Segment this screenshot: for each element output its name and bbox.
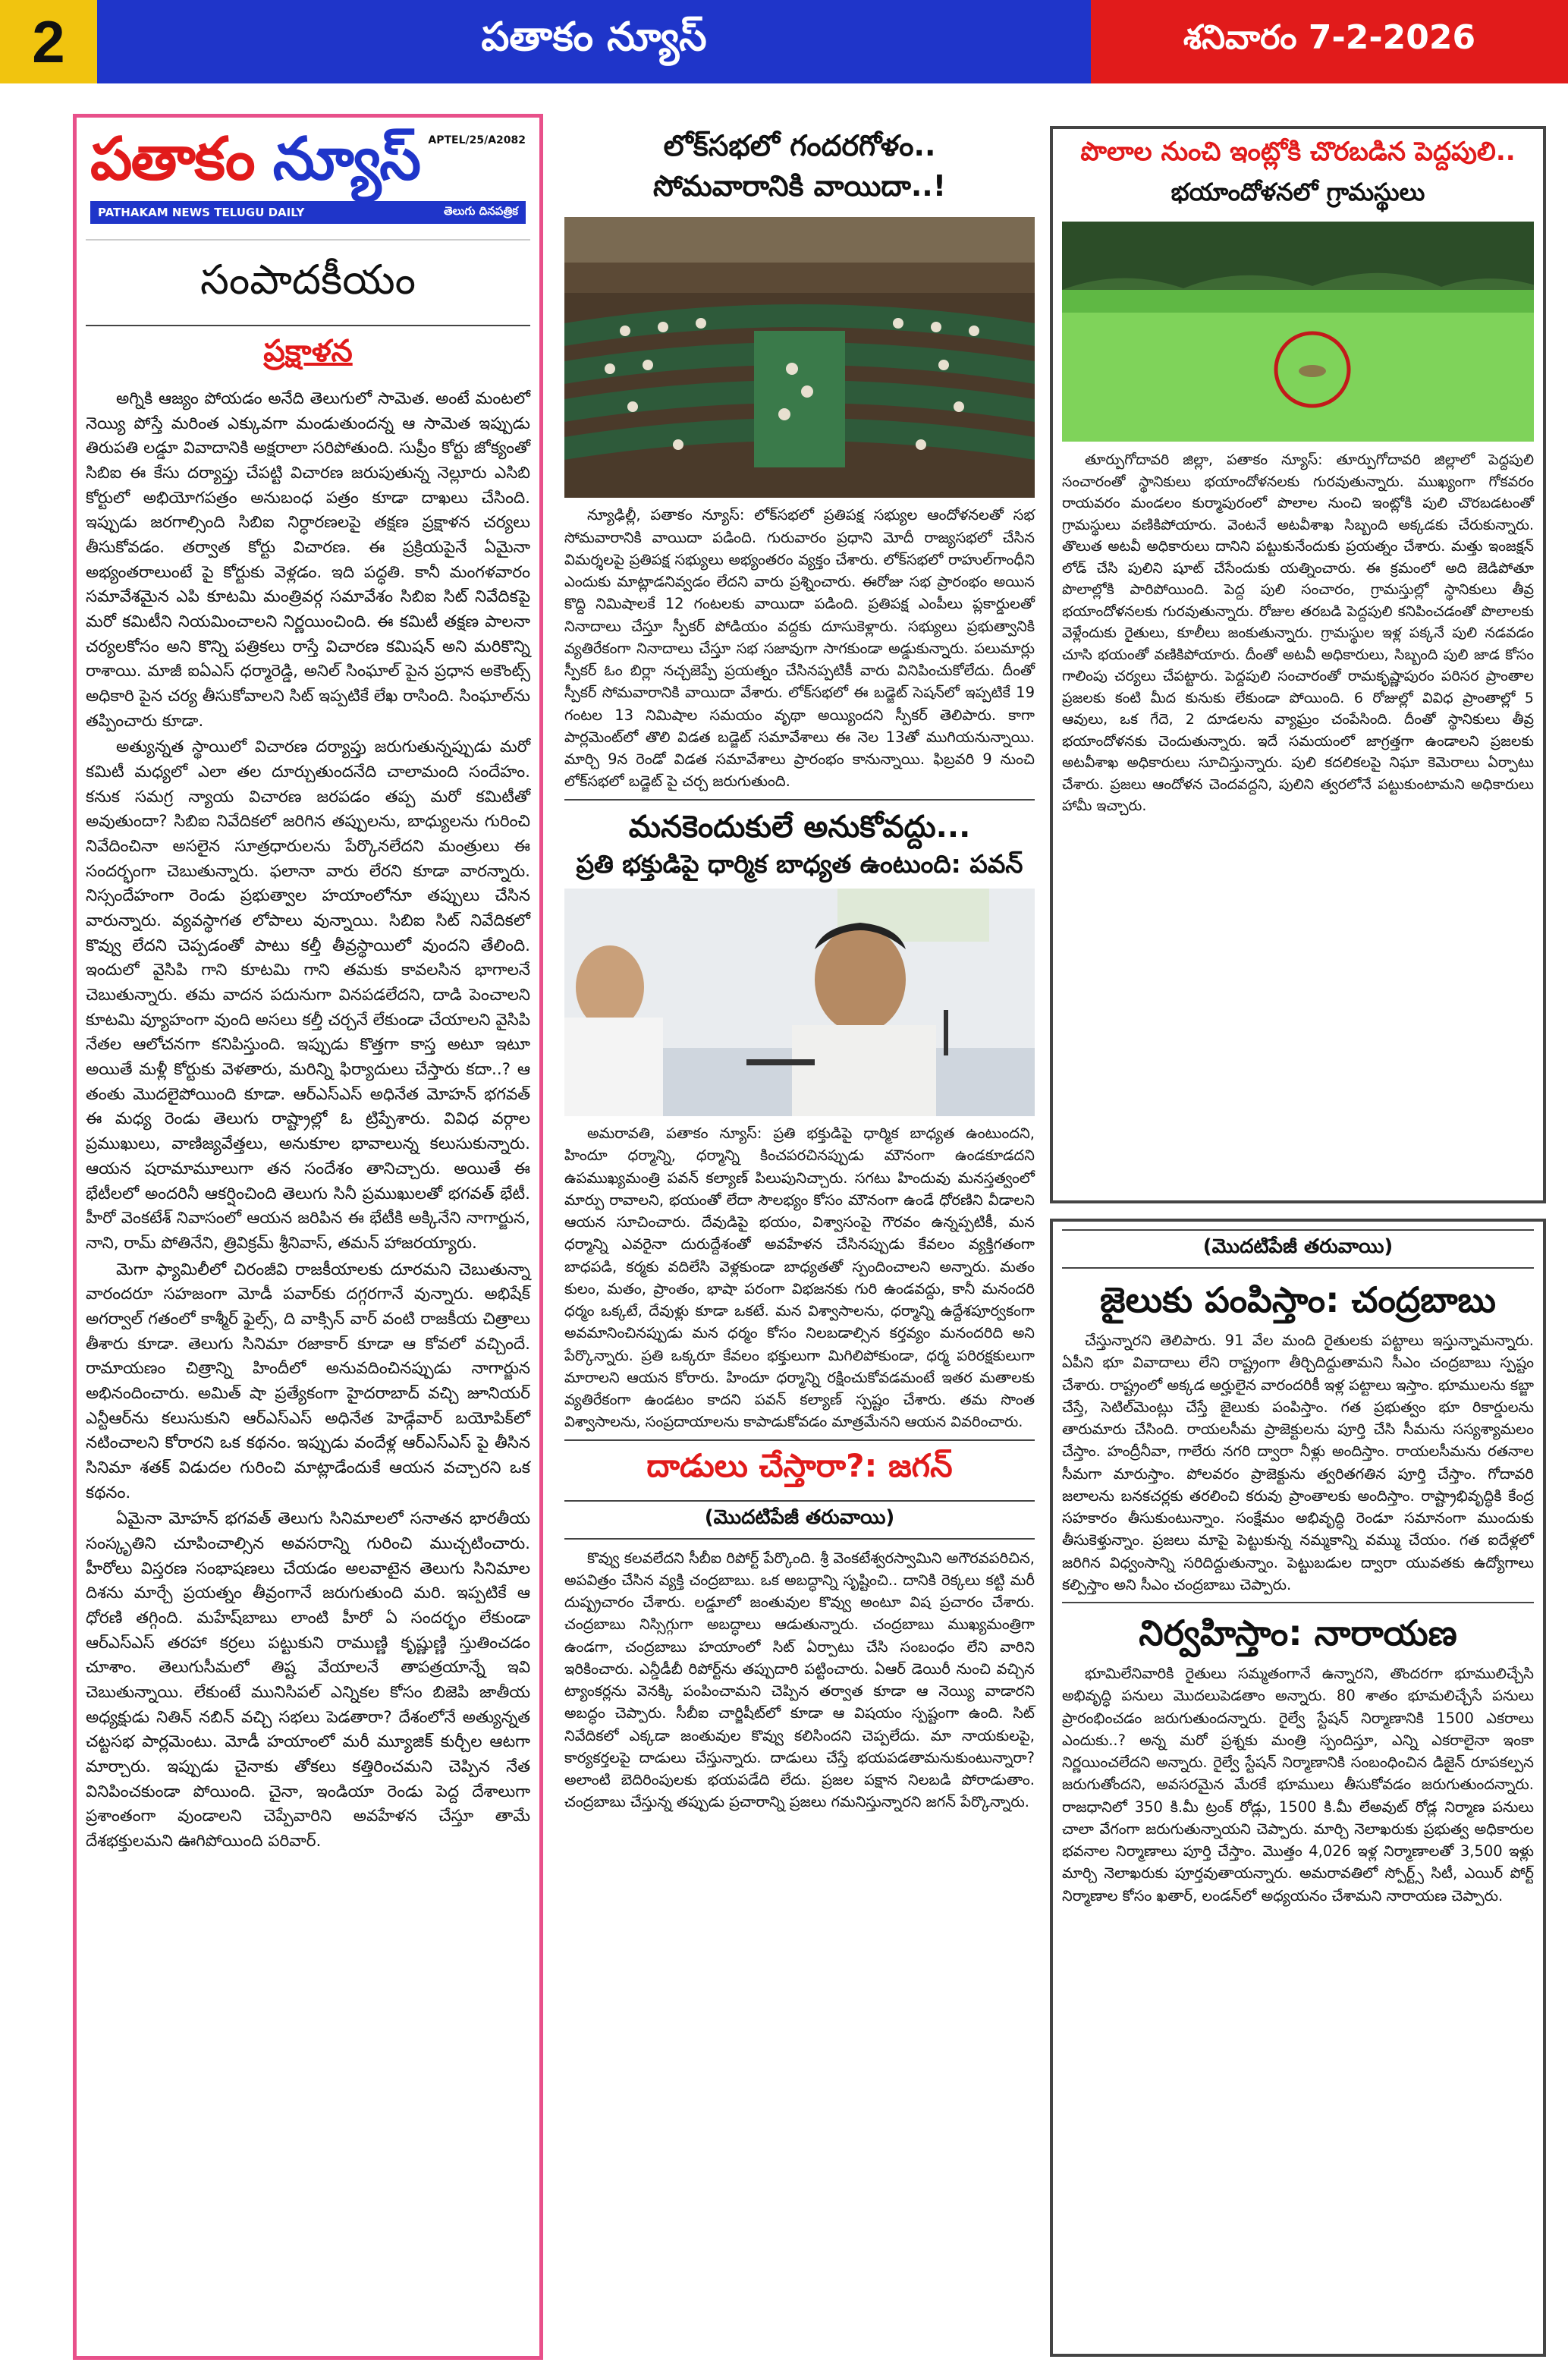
editorial-paragraph: మెగా ఫ్యామిలీలో చిరంజీవి రాజకీయాలకు దూరమని చెబుతున్నా వారందరూ సహజంగా మోడీ పవార్‌కు దగ్గరగానే వున్నారు. అభిషేక్ అగర్వాల్ గతంలో కాశ్మీర్ ఫైల్స్, ది వాక్సిన్ వార్ వంటి రాజకీయ చిత్రాలు తీశారు కూడా. తెలుగు సినిమా రజాకార్ కూడా ఆ కోవలో వచ్చిందే. రామాయణం చిత్రాన్ని హిందీలో అనువదించినప్పుడు నాగార్జున అభినందించారు. అమిత్ షా ప్రత్యేకంగా హైదరాబాద్ వచ్చి జూనియర్ ఎన్టీఆర్‌ను కలుసుకుని ఆర్‌ఎస్‌ఎస్ అధినేత హెడ్గేవార్ బయోపిక్‌లో నటించాలని కోరారని ఒక కథనం. ఇప్పుడు వందేళ్ల ఆర్‌ఎస్‌ఎస్ పై తీసిన సినిమా శతక్ విడుదల గురించి మాట్లాడేందుకే ఆయన వచ్చారని ఒక కథనం.: [86, 1260, 530, 1502]
meeting-image: [564, 889, 1035, 1116]
field-image: [1062, 222, 1534, 442]
masthead-logo: [86, 125, 530, 241]
lok-sabha-headline-line1: లోక్‌సభలో గందరగోళం..: [663, 129, 936, 162]
divider: [564, 799, 1035, 801]
narayana-story: [1062, 1662, 1534, 1907]
tiger-subheadline: భయాందోళనలో గ్రామస్థులు: [1171, 178, 1425, 206]
pawan-headline-line1: మనకెందుకులే అనుకోవద్దు...: [628, 809, 971, 845]
jagan-story-text: కొవ్వు కలవలేదని సీబీఐ రిపోర్ట్ పేర్కొంది. శ్రీ వెంకటేశ్వరస్వామిని అగౌరవపరిచిన, అపవిత్రం చేసిన వ్యక్తి చంద్రబాబు. ఒక అబద్ధాన్ని సృష్టించి.. దానికి రెక్కలు కట్టి మరీ దుష్ప్రచారం చేశారు. లడ్డూలో జంతువుల కొవ్వు అంటూ విష ప్రచారం చేశారు. చంద్రబాబు నిస్సిగ్గుగా అబద్ధాలు ఆడుతున్నారు. చంద్రబాబు ముఖ్యమంత్రిగా ఉండగా, చంద్రబాబు హయాంలో సిట్ ఏర్పాటు చేసి సంబంధం లేని వారిని ఇరికించారు. ఎన్డీడీబీ రిపోర్ట్‌ను తప్పుదారి పట్టించారు. ఏఆర్ డెయిరీ నుంచి వచ్చిన ట్యాంకర్లను వెనక్కి పంపించామని చెప్పిన తర్వాత కూడా ఆ నెయ్యి వాడారని అబద్ధం చెప్పారు. సీబీఐ చార్జిషీట్‌లో కూడా ఆ విషయం స్పష్టంగా ఉంది. సిట్ నివేదికలో ఎక్కడా జంతువుల కొవ్వు కలిసిందని చెప్పలేదు. మా నాయకులపై, కార్యకర్తలపై దాడులు చేస్తున్నారు. దాడులు చేస్తే భయపడతామనుకుంటున్నారా? అలాంటి బెదిరింపులకు భయపడేది లేదు. ప్రజల పక్షాన నిలబడి పోరాడుతాం. చంద్రబాబు చేస్తున్న తప్పుడు ప్రచారాన్ని ప్రజలు గమనిస్తున్నారని జగన్ పేర్కొన్నారు.: [564, 1549, 1035, 1811]
pawan-story-text: అమరావతి, పతాకం న్యూస్: ప్రతి భక్తుడిపై ధార్మిక బాధ్యత ఉంటుందని, హిందూ ధర్మాన్ని, ధర్మాన్ని కించపరచినప్పుడు మౌనంగా ఉండకూడదని ఉపముఖ్యమంత్రి పవన్ కల్యాణ్ పిలుపునిచ్చారు. సగటు హిందువు మనస్తత్వంలో మార్పు రావాలని, భయంతో లేదా సౌలభ్యం కోసం మౌనంగా ఉండే ధోరణిని వీడాలని ఆయన సూచించారు. దేవుడిపై భయం, విశ్వాసంపై గౌరవం ఉన్నప్పటికీ, మన ధర్మాన్ని ఎవరైనా దురుద్దేశంతో అవహేళన చేసినప్పుడు కేవలం వ్యక్తిగతంగా బాధపడి, కర్మకు వదిలేసి వెళ్లకుండా బాధ్యతతో స్పందించాలని అన్నారు. మతం కులం, మతం, ప్రాంతం, భాషా పరంగా విభజనకు గురి ఉండవద్దు, కానీ మనందరి ధర్మం ఒక్కటే, దేవుళ్లు కూడా ఒకటే. మన విశ్వాసాలను, ధర్మాన్ని ఉద్దేశపూర్వకంగా అవమానించినప్పుడు మన ధర్మం కోసం నిలబడాల్సిన కర్తవ్యం మనందరిది అని పేర్కొన్నారు. ప్రతి ఒక్కరూ కేవలం భక్తులుగా మిగిలిపోకుండా, ధర్మ పరిరక్షకులుగా మారాలని ఆయన కోరారు. హిందూ ధర్మాన్ని రక్షించుకోవడమంటే ఇతర మతాలకు వ్యతిరేకంగా ఉండటం కాదని పవన్ కల్యాణ్ స్పష్టం చేశారు. తమ సొంత విశ్వాసాలను, సంప్రదాయాలను కాపాడుకోవడం మాత్రమేనని ఆయన వివరించారు.: [564, 1125, 1035, 1431]
pawan-photo: [564, 889, 1035, 1116]
masthead-name-part2: న్యూస్: [272, 125, 420, 193]
editorial-column: [73, 114, 543, 2360]
jagan-headline: దాడులు చేస్తారా?: జగన్: [646, 1446, 953, 1484]
right-column: [1050, 126, 1546, 2357]
narayana-headline: నిర్వహిస్తాం: నారాయణ: [1139, 1612, 1457, 1654]
cbn-continued-tag: (మొదటిపేజీ తరువాయి): [1062, 1229, 1534, 1269]
tagline-telugu: తెలుగు దినపత్రిక: [444, 204, 518, 218]
divider: [1062, 1602, 1534, 1603]
lok-sabha-story-text: న్యూఢిల్లీ, పతాకం న్యూస్: లోక్‌సభలో ప్రతిపక్ష సభ్యుల ఆందోళనలతో సభ సోమవారానికి వాయిదా పడింది. గురువారం ప్రధాని మోదీ రాజ్యసభలో చేసిన విమర్శలపై ప్రతిపక్ష సభ్యులు అభ్యంతరం వ్యక్తం చేశారు. లోక్‌సభలో రాహుల్‌గాంధీని ఎందుకు మాట్లాడనివ్వడం లేదని వారు ప్రశ్నించారు. ఈరోజు సభ ప్రారంభం అయిన కొద్ది నిమిషాలకే 12 గంటలకు వాయిదా పడింది. ప్రతిపక్ష ఎంపీలు ప్లకార్డులతో నినాదాలు చేస్తూ స్పీకర్ పోడియం వద్దకు దూసుకెళ్లారు. సభ్యులు ప్రభుత్వానికి వ్యతిరేకంగా నినాదాలు చేస్తూ సభ సజావుగా సాగకుండా అడ్డుకున్నారు. పలుమార్లు స్పీకర్ ఓం బిర్లా నచ్చజెప్పే ప్రయత్నం చేసినప్పటికీ వారు వినిపించుకోలేదు. దీంతో స్పీకర్ సోమవారానికి వాయిదా వేశారు. లోక్‌సభలో ఈ బడ్జెట్ సెషన్‌లో ఇప్పటికే 19 గంటల 13 నిమిషాల సమయం వృథా అయ్యిందని స్పీకర్ తెలిపారు. కాగా పార్లమెంట్‌లో తొలి విడత బడ్జెట్ సమావేశాలు ఈ నెల 13తో ముగియనున్నాయి. మార్చి 9న రెండో విడత సమావేశాలు ప్రారంభం కానున్నాయి. ఫిబ్రవరి 9 నుంచి లోక్‌సభలో బడ్జెట్ పై చర్చ జరుగుతుంది.: [564, 506, 1035, 791]
lok-sabha-headline-line2: సోమవారానికి వాయిదా..!: [652, 169, 947, 203]
editorial-paragraph: అగ్నికి ఆజ్యం పోయడం అనేది తెలుగులో సామెత. అంటే మంటలో నెయ్యి పోస్తే మరింత ఎక్కువగా మండుతుందన్న ఆ సామెత ఇప్పుడు తిరుపతి లడ్డూ వివాదానికి అక్షరాలా సరిపోతుంది. సుప్రీం కోర్టు జోక్యంతో సిబిఐ ఈ కేసు దర్యాప్తు చేపట్టి విచారణ జరుపుతున్న నెల్లూరు ఎసిబి కోర్టులో అభియోగపత్రం అనుబంధ పత్రం కూడా దాఖలు చేసింది. ఇప్పుడు జరగాల్సింది సిబిఐ నిర్ధారణలపై తక్షణ ప్రక్షాళన చర్యలు తీసుకోవడం. తర్వాత కోర్టు విచారణ. ఈ ప్రక్రియపైనే ఏమైనా అభ్యంతరాలుంటే పై కోర్టుకు వెళ్లడం. ఇది పద్ధతి. కానీ మంగళవారం సమావేశమైన ఎపి కూటమి మంత్రివర్గ సమావేశం సిబిఐ సిట్ నివేదికపై మరో కమిటీని నియమించాలని నిర్ణయించింది. ఈ కమిటీ తక్షణ పాలనా చర్యలకోసం అని కొన్ని పత్రికలు రాస్తే విచారణ కమిషన్ అని మరికొన్ని రాశాయి. మాజీ ఐఏఎస్ ధర్మారెడ్డి, అనిల్ సింఘాల్ పైన ప్రధాన అకౌంట్స్ అధికారి పైన చర్య తీసుకోవాలని సిట్ ఇప్పటికే లేఖ రాసింది. సింఘాల్‌ను తప్పించారు కూడా.: [86, 389, 530, 731]
jagan-continued-tag: (మొదటిపేజీ తరువాయి): [564, 1500, 1035, 1540]
pawan-headline-line2: ప్రతి భక్తుడిపై ధార్మిక బాధ్యత ఉంటుంది: పవన్: [576, 848, 1023, 879]
chandrababu-story-box: [1050, 1219, 1546, 2357]
lok-sabha-headline: [564, 126, 1035, 206]
registration-number: APTEL/25/A2082: [428, 134, 526, 146]
editorial-paragraph: ఏమైనా మోహన్ భగవత్ తెలుగు సినిమాలలో సనాతన భారతీయ సంస్కృతిని చూపించాల్సిన అవసరాన్ని గురించి ముచ్చటించారు. హీరోలు విస్తరణ సంభాషణలు చేయడం అలవాటైన తెలుగు సినిమాల దిశను మార్చే ప్రయత్నం తీవ్రంగానే జరుగుతుంది మరి. ఇప్పటికే ఆ ధోరణి తగ్గింది. మహేష్‌బాబు లాంటి హీరో ఏ సందర్భం లేకుండా ఆర్‌ఎస్‌ఎస్ తరహా కర్రలు పట్టుకుని రాముణ్ణి కృష్ణుణ్ణి స్తుతించడం చూశాం. తెలుగుసీమలో తిష్ట వేయాలనే తాపత్రయాన్నే ఇవి చెబుతున్నాయి. లేకుంటే మునిసిపల్ ఎన్నికల కోసం బిజెపి జాతీయ అధ్యక్షుడు నితిన్ నబిన్ వచ్చి సభలు పెడతారా? దేశంలోనే అత్యున్నత చట్టసభ పార్లమెంటు. మోడీ హయాంలో మరీ మ్యూజిక్ కుర్చీల ఆటగా మార్చారు. ఇప్పుడు చైనాకు తోకలు కత్తిరించమని చెప్పిన నేత వినిపించకుండా పోయింది. చైనా, ఇండియా రెండు పెద్ద దేశాలుగా ప్రశాంతంగా వుండాలని చెప్పేవారిని అవహేళన చేస్తూ తామే దేశభక్తులమని ఊగిపోయింది పరివార్.: [86, 1509, 530, 1851]
jagan-story: [564, 1547, 1035, 1813]
masthead-name-part1: పతాకం: [90, 125, 254, 193]
lok-sabha-photo: [564, 217, 1035, 498]
pawan-story: [564, 1122, 1035, 1433]
narayana-story-text: భూమిలేనివారికి రైతులు సమ్మతంగానే ఉన్నారని, తొందరగా భూములిచ్చేసి అభివృద్ధి పనులు మొదలుపెడతాం అన్నారు. 80 శాతం భూమలిచ్చేసే పనులు ప్రారంభించడం జరుగుతుందన్నారు. రైల్వే స్టేషన్ నిర్మాణానికి 1500 ఎకరాలు ఎందుకు..? అన్న మరో ప్రశ్నకు మంత్రి స్పందిస్తూ, ఎన్ని ఎకరాలైనా ఇంకా నిర్ణయించలేదని అన్నారు. రైల్వే స్టేషన్ నిర్మాణానికి సంబంధించిన డిజైన్ రూపకల్పన జరుగుతోందని, అవసరమైన మేరకే భూములు తీసుకోవడం జరుగుతుందన్నారు. రాజధానిలో 350 కి.మీ ట్రంక్ రోడ్లు, 1500 కి.మీ లేఅవుట్ రోడ్ల నిర్మాణ పనులు చాలా వేగంగా జరుగుతున్నాయని చెప్పారు. మార్చి నెలాఖరుకు ప్రభుత్వ అధికారుల భవనాల నిర్మాణాలు పూర్తి చేస్తాం. మొత్తం 4,026 ఇళ్ల నిర్మాణాలతో 3,500 ఇళ్లు మార్చి నెలాఖరుకు పూర్తవుతాయన్నారు. అమరావతిలో స్పోర్ట్స్ సిటీ, ఎయిర్ పోర్ట్ నిర్మాణాల కోసం ఖతార్, లండన్‌లో అధ్యయనం చేశామని నారాయణ చెప్పారు.: [1062, 1665, 1534, 1905]
lok-sabha-story: [564, 504, 1035, 792]
tiger-photo: [1062, 222, 1534, 442]
cbn-headline: జైలుకు పంపిస్తాం: చంద్రబాబు: [1100, 1279, 1496, 1320]
parliament-image: [564, 217, 1035, 498]
tiger-story-text: తూర్పుగోదావరి జిల్లా, పతాకం న్యూస్: తూర్పుగోదావరి జిల్లాలో పెద్దపులి సంచారంతో స్థానికులు భయాందోళనలకు గురవుతున్నారు. ముఖ్యంగా గోకవరం రాయవరం మండలం కుర్మాపురంలో పొలాల నుంచి ఇంట్లోకి పులి చొరబడటంతో గ్రామస్థులు వణికిపోయారు. వెంటనే అటవీశాఖ సిబ్బంది అక్కడకు చేరుకున్నారు. తొలుత అటవీ అధికారులు దానిని పట్టుకునేందుకు ప్రయత్నం చేశారు. మత్తు ఇంజక్షన్ లోడ్ చేసి పులిని షూట్ చేసేందుకు యత్నించారు. ఈ క్రమంలో అది జెడిపోతూ పొలాల్లోకి పారిపోయింది. పెద్ద పులి సంచారం, గ్రామస్తుల్లో స్థానికులు తీవ్ర భయాందోళనలకు గురవుతున్నారు. రోజుల తరబడి పెద్దపులి కనిపించడంతో పొలాలకు వెళ్లేందుకు రైతులు, కూలీలు జంకుతున్నారు. గ్రామస్థుల ఇళ్ల పక్కనే పులి నడవడం చూసి భయంతో వణికిపోయారు. దీంతో అటవీ అధికారులు, సిబ్బంది పులి జాడ కోసం గాలింపు చర్యలు చేపట్టారు. పెద్దపులి సంచారంతో రామకృష్ణాపురం పరిసర ప్రాంతాల ప్రజలకు కంటి మీద కునుకు లేకుండా పోయింది. 6 రోజుల్లో వివిధ ప్రాంతాల్లో 5 ఆవులు, ఒక గేదె, 2 దూడలను వ్యాఘ్రం చంపేసింది. దీంతో స్థానికులు తీవ్ర భయాందోళనకు చెందుతున్నారు. ఇదే సమయంలో జాగ్రత్తగా ఉండాలని ప్రజలకు అటవీశాఖ అధికారులు సూచిస్తున్నారు. పులి కదలికలపై నిఘా కెమెరాలు ఏర్పాటు చేశారు. ప్రజలు ఆందోళన చెందవద్దని, పులిని త్వరలోనే పట్టుకుంటామని అధికారులు హామీ ఇచ్చారు.: [1062, 451, 1534, 814]
editorial-headline: ప్రక్షాళన: [263, 334, 353, 369]
tiger-story-box: [1050, 126, 1546, 1203]
divider: [564, 1439, 1035, 1441]
issue-date: శనివారం 7-2-2026: [1091, 0, 1568, 83]
tiger-story: [1062, 449, 1534, 817]
tiger-headline: పొలాల నుంచి ఇంట్లోకి చొరబడిన పెద్దపులి..: [1080, 137, 1516, 167]
paper-title: పతాకం న్యూస్: [97, 0, 1091, 83]
masthead-strip: [90, 201, 526, 224]
middle-column: [564, 126, 1035, 2357]
cbn-story: [1062, 1329, 1534, 1596]
editorial-section-title: సంపాదకీయం: [86, 256, 530, 326]
tagline-english: PATHAKAM NEWS TELUGU DAILY: [98, 206, 305, 219]
editorial-body: [86, 387, 530, 1854]
page-number: 2: [0, 0, 97, 83]
cbn-story-text: చేస్తున్నారని తెలిపారు. 91 వేల మంది రైతులకు పట్టాలు ఇస్తున్నామన్నారు. ఏపీని భూ వివాదాలు లేని రాష్ట్రంగా తీర్చిదిద్దుతామని సీఎం చంద్రబాబు స్పష్టం చేశారు. రాష్ట్రంలో అక్కడ అర్హులైన వారందరికీ ఇళ్ల పట్టాలు ఇస్తాం. భూములను కబ్జా చేస్తే, సెటిల్‌మెంట్లు చేస్తే జైలుకు పంపిస్తాం. గత ప్రభుత్వం భూ రికార్డులను తారుమారు చేసింది. రాయలసీమ ప్రాజెక్టులను పూర్తి చేసి సీమను సస్యశ్యామలం చేస్తాం. హంద్రీనీవా, గాలేరు నగరి ద్వారా నీళ్లు అందిస్తాం. రాయలసీమను రతనాల సీమగా మారుస్తాం. పోలవరం ప్రాజెక్టును త్వరితగతిన పూర్తి చేస్తాం. గోదావరి జలాలను బనకచర్లకు తరలించి కరువు ప్రాంతాలకు అందిస్తాం. రాష్ట్రాభివృద్ధికి కేంద్ర సహకారం తీసుకుంటున్నాం. సంక్షేమం అభివృద్ధి రెండూ సమానంగా ముందుకు తీసుకెళ్తున్నాం. ప్రజలు మాపై పెట్టుకున్న నమ్మకాన్ని వమ్ము చేయం. గత ఐదేళ్లలో జరిగిన విధ్వంసాన్ని సరిదిద్దుతున్నాం. పెట్టుబడుల ద్వారా యువతకు ఉద్యోగాలు కల్పిస్తాం అని సీఎం చంద్రబాబు చెప్పారు.: [1062, 1332, 1534, 1593]
editorial-paragraph: అత్యున్నత స్థాయిలో విచారణ దర్యాప్తు జరుగుతున్నప్పుడు మరో కమిటీ మధ్యలో ఎలా తల దూర్చుతుందనేది చాలామంది సందేహం. కనుక సమగ్ర న్యాయ విచారణ జరపడం తప్ప మరో కమిటీతో అవుతుందా? సిబిఐ నివేదికలో జరిగిన తప్పులను, బాధ్యులను గురించి నివేదించినా అసలైన సూత్రధారులను పేర్కొనలేదని మంత్రులు ఈ సందర్భంగా చెబుతున్నారు. ఫలానా వారు లేరని కూడా వారన్నారు. నిస్సందేహంగా రెండు ప్రభుత్వాల హయాంలోనూ తప్పులు చేసిన వారున్నారు. వ్యవస్థాగత లోపాలు వున్నాయి. సిబిఐ సిట్ నివేదికలో కొవ్వు లేదని చెప్పడంతో పాటు కల్తీ తీవ్రస్థాయిలో వుందని తేలింది. ఇందులో వైసిపి గాని కూటమి గాని తమకు కావలసిన భాగాలనే చెబుతున్నారు. తమ వాదన పదునుగా వినపడలేదని, దాడి పెంచాలని కూటమి వ్యూహంగా వుంది అసలు కల్తీ చర్చనే లేకుండా చేయాలని వైసిపి నేతల ఆలోచనగా కనిపిస్తుంది. ఇప్పుడు కొత్తగా కాస్త అటూ ఇటూ అయితే మళ్లీ కోర్టుకు వెళతారు, మరిన్ని ఫిర్యాదులు చేస్తారు కదా..? ఆ తంతు మొదలైపోయింది కూడా. ఆర్‌ఎస్‌ఎస్ అధినేత మోహన్ భగవత్ ఈ మధ్య రెండు తెలుగు రాష్ట్రాల్లో ఓ ట్రిప్పేశారు. వివిధ వర్గాల ప్రముఖులు, వాణిజ్యవేత్తలు, అనుకూల భావాలున్న కలుసుకున్నారు. ఆయన షరామామూలుగా తన సందేశం తానిచ్చారు. అయితే ఈ భేటీలలో అందరినీ ఆకర్షించింది తెలుగు సినీ ప్రముఖులతో భగవత్ భేటీ. హీరో వెంకటేశ్ నివాసంలో ఆయన జరిపిన ఈ భేటీకి అక్కినేని నాగార్జున, నాని, రామ్ పోతినేని, త్రివిక్రమ్ శ్రీనివాస్, తమన్ హాజరయ్యారు.: [86, 738, 530, 1253]
pawan-headline: [564, 807, 1035, 882]
page-header: [0, 0, 1568, 83]
masthead-name: [90, 125, 419, 208]
